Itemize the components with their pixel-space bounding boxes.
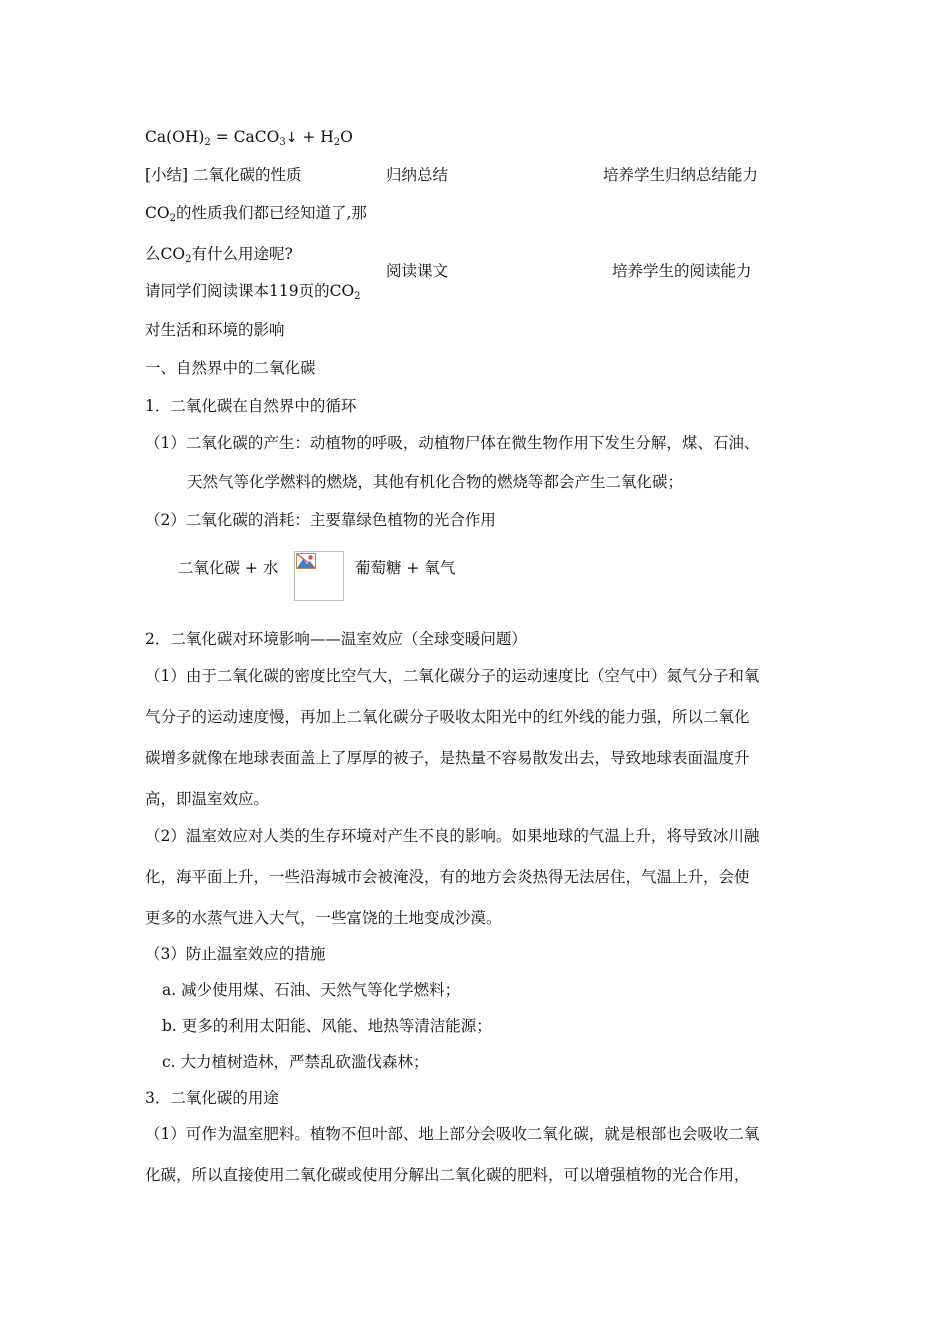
greenhouse-p2-line1: （2）温室效应对人类的生存环境对产生不良的影响。如果地球的气温上升，将导致冰川融 [145,827,760,845]
reading-intent: 培养学生的阅读能力 [612,262,752,280]
formula-reactants: 二氧化碳 + 水 [178,559,279,577]
uses-p1-line2: 化碳，所以直接使用二氧化碳或使用分解出二氧化碳的肥料，可以增强植物的光合作用， [145,1166,750,1184]
measure-item: b. 更多的利用太阳能、风能、地热等清洁能源； [162,1017,492,1035]
summary-intent: 培养学生归纳总结能力 [603,166,759,184]
subsection-2-title: 2．二氧化碳对环境影响——温室效应（全球变暖问题） [145,630,527,648]
co2-use-line3: 请同学们阅读课本119页的$CO_2$ [145,282,361,302]
section-title: 一、自然界中的二氧化碳 [145,359,316,377]
equation-part2: = CaCO [210,128,280,146]
subsection-1-title: 1．二氧化碳在自然界中的循环 [145,397,357,415]
measure-item: c. 大力植树造林，严禁乱砍滥伐森林； [162,1053,429,1071]
co2-production-line1: （1）二氧化碳的产生：动植物的呼吸，动植物尸体在微生物作用下发生分解，煤、石油、 [145,434,760,452]
co2-consumption: （2）二氧化碳的消耗：主要靠绿色植物的光合作用 [145,511,496,529]
reaction-condition-image [294,551,344,601]
broken-image-icon [296,553,316,569]
equation-sub2: 3 [279,137,286,148]
co2-use-line4: 对生活和环境的影响 [145,321,285,339]
precipitate-arrow-icon: ↓ [285,130,298,146]
greenhouse-p1-line1: （1）由于二氧化碳的密度比空气大，二氧化碳分子的运动速度比（空气中）氮气分子和氧 [145,667,760,685]
uses-p1-line1: （1）可作为温室肥料。植物不但叶部、地上部分会吸收二氧化碳，就是根部也会吸收二氧 [145,1125,760,1143]
summary-student: 归纳总结 [386,166,449,184]
equation-part3: + H [297,128,334,146]
greenhouse-p2-line2: 化，海平面上升，一些沿海城市会被淹没，有的地方会炎热得无法居住，气温上升，会使 [145,868,750,886]
greenhouse-p1-line2: 气分子的运动速度慢，再加上二氧化碳分子吸收太阳光中的红外线的能力强，所以二氧化 [145,708,750,726]
formula-products: 葡萄糖 + 氧气 [355,559,456,577]
greenhouse-p1-line3: 碳增多就像在地球表面盖上了厚厚的被子，是热量不容易散发出去，导致地球表面温度升 [145,749,750,767]
equation-sub3: 2 [333,137,341,148]
greenhouse-p2-line3: 更多的水蒸气进入大气，一些富饶的土地变成沙漠。 [145,909,502,927]
measure-item: a. 减少使用煤、石油、天然气等化学燃料； [162,981,461,999]
equation-sub1: 2 [204,137,211,148]
equation-part4: O [340,128,353,146]
equation-part1: Ca(OH) [145,128,205,146]
summary-teacher: [小结] 二氧化碳的性质 [145,166,302,184]
co2-use-line2: 么$CO_2$有什么用途呢? [145,245,293,265]
equation-line [145,127,353,148]
prevention-title: （3）防止温室效应的措施 [145,945,326,963]
co2-use-line1: $CO_2$的性质我们都已经知道了,那 [145,204,367,224]
co2-production-line2: 天然气等化学燃料的燃烧，其他有机化合物的燃烧等都会产生二氧化碳； [187,473,684,491]
subsection-3-title: 3．二氧化碳的用途 [145,1089,279,1107]
reading-student: 阅读课文 [386,262,449,280]
greenhouse-p1-line4: 高，即温室效应。 [145,790,270,808]
